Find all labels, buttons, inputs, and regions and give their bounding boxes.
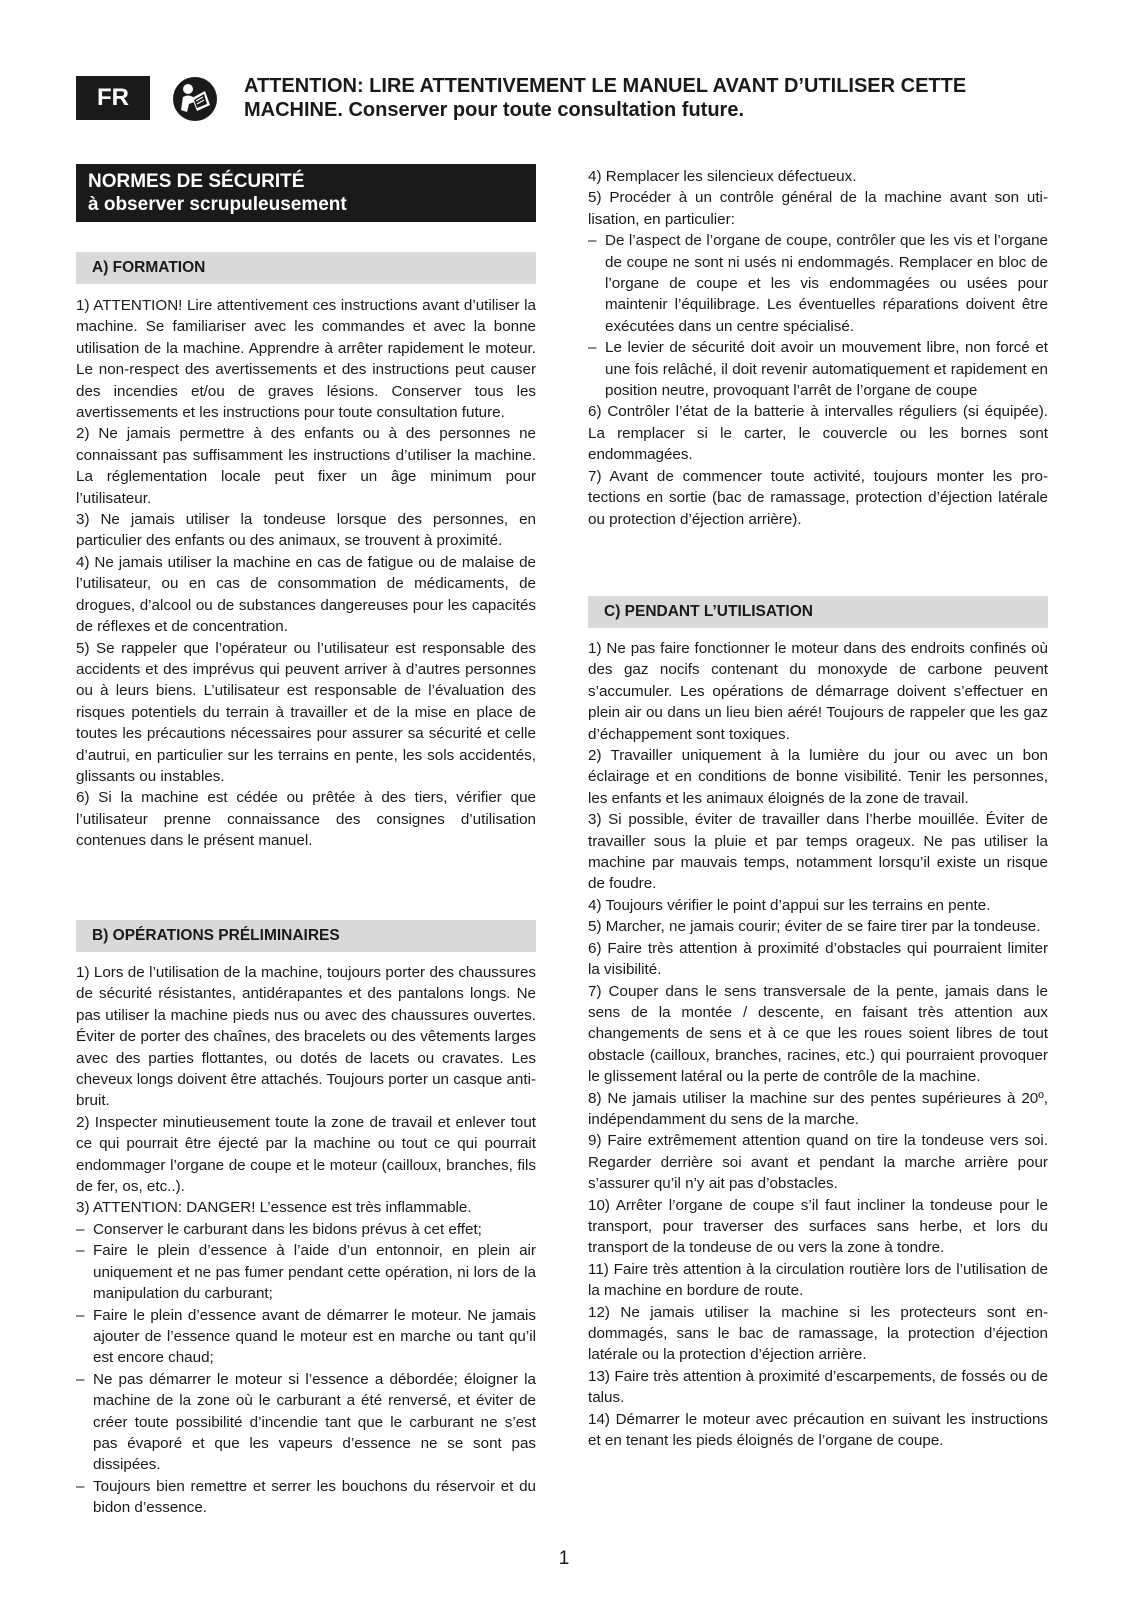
read-manual-icon: [172, 76, 218, 122]
paragraph: 12) Ne jamais utiliser la machine si les protecteurs sont endommagés, sans le bac de ramassage, la protection d’éjection latérale ou la protection d’éjection arrière.: [588, 1303, 1048, 1364]
paragraph: 5) Marcher, ne jamais courir; éviter de se faire tirer par la tondeuse.: [588, 918, 1041, 936]
paragraph: 7) Avant de commencer toute activité, toujours monter les protections en sortie (bac de ramassage, protection d’éjection latérale ou protection d’éjection arrière).: [588, 467, 1048, 528]
section-a-text: [76, 295, 536, 852]
paragraph: 9) Faire extrêmement attention quand on tire la tondeuse vers soi. Regarder derrière soi avant et pendant la marche arrière pour s’assurer qu’il n’y ait pas d’obstacles.: [588, 1132, 1048, 1193]
paragraph: 3) ATTENTION: DANGER! L’essence est très inflammable.: [76, 1199, 472, 1217]
paragraph: 1) Ne pas faire fonctionner le moteur dans des endroits confinés où des gaz nocifs contenant du monoxyde de carbone peuvent s’accumuler. Les opérations de démarrage doivent s’effectuer en plein air ou dans un lieu bien aéré! Toujours de rappeler que les gaz d’échappement sont toxiques.: [588, 640, 1048, 743]
section-b-text-left: [76, 962, 536, 1519]
safety-title: [76, 164, 536, 222]
safety-title-line-1: NORMES DE SÉCURITÉ: [88, 171, 305, 192]
language-badge: FR: [76, 76, 150, 120]
header-warning-line-2: MACHINE. Conserver pour toute consultation future.: [244, 99, 745, 121]
paragraph: 2) Ne jamais permettre à des enfants ou à des personnes ne connaissant pas suffisamment les instructions d’utiliser la machine. La réglementation locale peut fixer un âge minimum pour l’utilisateur.: [76, 425, 536, 507]
paragraph: 2) Inspecter minutieusement toute la zone de travail et enlever tout ce qui pourrait être éjecté par la machine ou tout ce qui pourrait endommager l’organe de coupe et le moteur (cailloux, branches, fils de fer, os, etc..).: [76, 1113, 536, 1196]
paragraph: 2) Travailler uniquement à la lumière du jour ou avec un bon éclairage et en conditions de bonne visibilité. Tenir les personnes, les enfants et les animaux éloignés de la zone de travail.: [588, 747, 1048, 807]
bullet-item: – Faire le plein d’essence avant de démarrer le moteur. Ne jamais ajouter de l’essence quand le moteur est en marche ou tant qu’il est encore chaud;: [76, 1305, 536, 1369]
bullet-item: – Toujours bien remettre et serrer les bouchons du réservoir et du bidon d’essence.: [76, 1476, 536, 1519]
paragraph: 6) Contrôler l’état de la batterie à intervalles réguliers (si équipée). La remplacer si le carter, le couvercle ou les bornes sont endommagées.: [588, 403, 1048, 464]
paragraph: 14) Démarrer le moteur avec précaution en suivant les instructions et en tenant les pieds éloignés de l’organe de coupe.: [588, 1410, 1048, 1450]
paragraph: 1) ATTENTION! Lire attentivement ces instructions avant d’utiliser la machine. Se familiariser avec les commandes et avec la bonne utilisation de la machine. Apprendre à arrêter rapidement le moteur. Le non-respect des avertissements et des instructions peut causer des incendies et/ou de graves lésions. Conserver tous les avertissements et les instructions pour toute consultation future.: [76, 297, 536, 422]
bullet-item: – De l’aspect de l’organe de coupe, contrôler que les vis et l’organe de coupe ne sont ni usés ni endommagés. Remplacer en bloc de l’organe de coupe et les vis endommagées ou usées pour maintenir l’équilibrage. Les éventuelles réparations doivent être exécutées dans un centre spécialisé.: [588, 230, 1048, 337]
header-warning: [244, 74, 1044, 122]
paragraph: 4) Ne jamais utiliser la machine en cas de fatigue ou de malaise de l’utilisateur, ou en cas de consommation de médicaments, de drogues, d’alcool ou de substances dangereuses pour les capacités de réflexes et de concentration.: [76, 553, 536, 636]
paragraph: 7) Couper dans le sens transversale de la pente, jamais dans le sens de la montée / descente, en faisant très attention aux changements de sens et à ce que les roues soient libres de tout obstacle (cailloux, branches, racines, etc.) qui pourraient provoquer le glissement latéral ou la perte de contrôle de la machine.: [588, 982, 1048, 1086]
safety-title-line-2: à observer scrupuleusement: [88, 194, 347, 215]
paragraph: 5) Procéder à un contrôle général de la machine avant son utilisation, en particulier:: [588, 189, 1048, 228]
paragraph: 13) Faire très attention à proximité d’escarpements, de fossés ou de talus.: [588, 1367, 1048, 1407]
section-b-title: B) OPÉRATIONS PRÉLIMINAIRES: [76, 920, 536, 952]
section-c-title: C) PENDANT L’UTILISATION: [588, 596, 1048, 628]
paragraph: 4) Remplacer les silencieux défectueux.: [588, 168, 857, 185]
bullet-item: – Le levier de sécurité doit avoir un mouvement libre, non forcé et une fois relâché, il doit revenir automatiquement et rapidement en position neutre, provoquant l’arrêt de l’organe de coupe: [588, 337, 1048, 401]
paragraph: 6) Si la machine est cédée ou prêtée à des tiers, vérifier que l’utilisateur prenne connaissance des consignes d’utilisation contenues dans le présent manuel.: [76, 789, 536, 850]
header-warning-line-1: ATTENTION: LIRE ATTENTIVEMENT LE MANUEL AVANT D’UTILISER CETTE: [244, 75, 967, 97]
page-number: 1: [558, 1548, 570, 1569]
bullet-item: – Ne pas démarrer le moteur si l’essence a débordée; éloigner la machine de la zone où le carburant a été renversé, et éviter de créer toute possibilité d’incendie tant que le carburant ne s’est pas évaporé et que les vapeurs d’essence ne se sont pas dissipées.: [76, 1369, 536, 1476]
paragraph: 3) Si possible, éviter de travailler dans l’herbe mouillée. Éviter de travailler sous la pluie et par temps orageux. Ne pas utiliser la machine par mauvais temps, notamment lorsqu’il existe un risque de foudre.: [588, 811, 1048, 893]
section-b-text-right: [588, 166, 1048, 530]
paragraph: 5) Se rappeler que l’opérateur ou l’utilisateur est responsable des accidents et des imprévus qui peuvent arriver à d’autres personnes ou à leurs biens. L’utilisateur est responsable de l’évaluation des risques potentiels du terrain à travailler et de la mise en place de toutes les précautions nécessaires pour assurer sa sécurité et celle d’autrui, en particulier sur les terrains en pente, les sols accidentés, glissants ou instables.: [76, 639, 536, 785]
bullet-item: – Faire le plein d’essence à l’aide d’un entonnoir, en plein air uniquement et ne pas fumer pendant cette opération, ni lors de la manipulation du carburant;: [76, 1240, 536, 1304]
paragraph: 10) Arrêter l’organe de coupe s’il faut incliner la tondeuse pour le transport, pour traverser des surfaces sans herbe, et lors du transport de la tondeuse de ou vers la zone à tondre.: [588, 1196, 1048, 1257]
section-a-title: A) FORMATION: [76, 252, 536, 284]
section-c-text: [588, 638, 1048, 1451]
paragraph: 1) Lors de l’utilisation de la machine, toujours porter des chaussures de sécurité résistantes, antidérapantes et des pantalons longs. Ne pas utiliser la machine pieds nus ou avec des chaussures ouvertes. Éviter de porter des chaînes, des bracelets ou des vêtements larges avec des parties flottantes, ou dotés de lacets ou cravates. Les cheveux longs doivent être attachés. Toujours porter un casque anti-bruit.: [76, 964, 536, 1110]
paragraph: 11) Faire très attention à la circulation routière lors de l’utilisation de la machine en bordure de route.: [588, 1260, 1048, 1300]
paragraph: 3) Ne jamais utiliser la tondeuse lorsque des personnes, en particulier des enfants ou des animaux, se trouvent à proximité.: [76, 511, 536, 550]
paragraph: 8) Ne jamais utiliser la machine sur des pentes supérieures à 20º, indépendamment du sens de la marche.: [588, 1089, 1048, 1128]
paragraph: 6) Faire très attention à proximité d’obstacles qui pourraient limiter la visibilité.: [588, 939, 1048, 979]
paragraph: 4) Toujours vérifier le point d’appui sur les terrains en pente.: [588, 896, 991, 914]
bullet-item: – Conserver le carburant dans les bidons prévus à cet effet;: [76, 1219, 536, 1240]
